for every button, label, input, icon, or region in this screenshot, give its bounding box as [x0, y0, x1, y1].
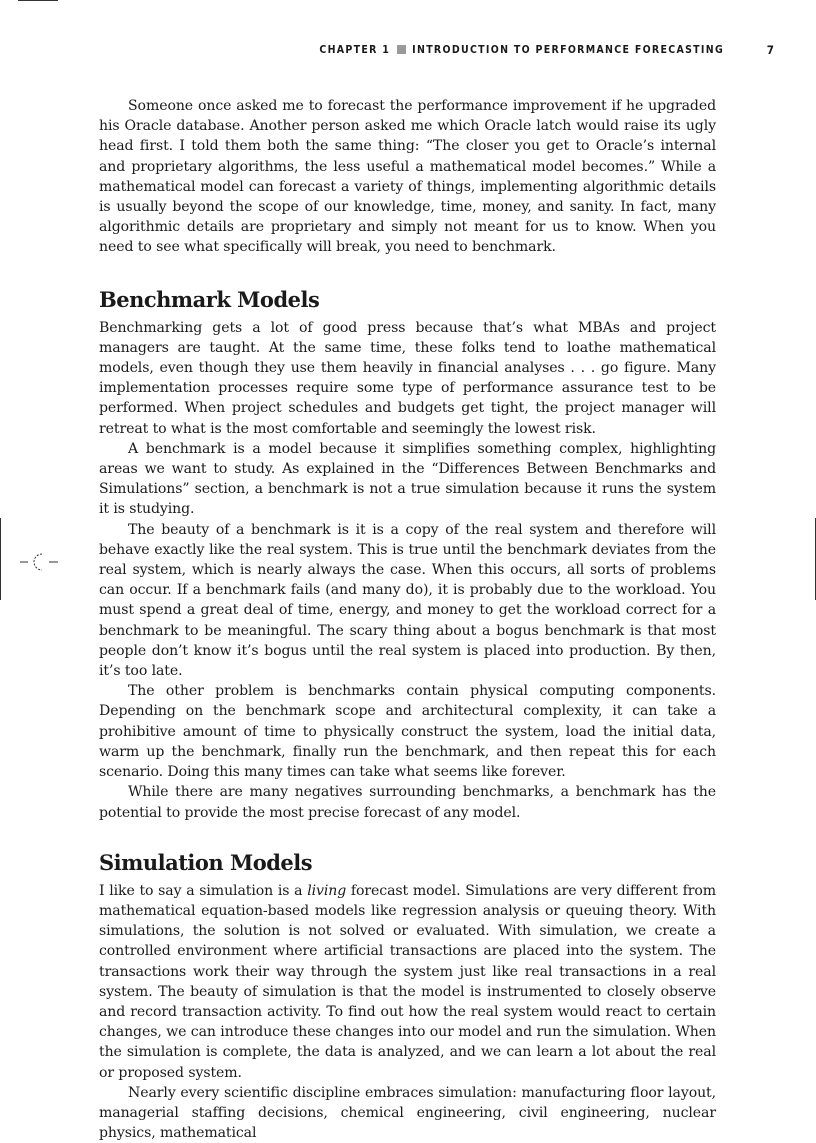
benchmark-paragraph-2: A benchmark is a model because it simplifies something complex, highlighting areas we want to study. As explained in the “Differences Between Benchmarks and Simulations” section, a benchmark is not a true simulation because it runs the system it is studying.: [99, 440, 716, 518]
crop-mark-left: [0, 518, 1, 600]
benchmark-paragraph-5: While there are many negatives surrounding benchmarks, a benchmark has the potential to provide the most precise forecast of any model.: [99, 784, 716, 821]
benchmark-paragraph-1: Benchmarking gets a lot of good press because that’s what MBAs and project managers are taught. At the same time, these folks tend to loathe mathematical models, even though they use them heavily in financial analyses . . . go figure. Many implementation processes require some type of performance assurance test to be performed. When project schedules and budgets get tight, the project manager will retreat to what is the most comfortable and seemingly the lowest risk.: [99, 319, 716, 437]
chapter-label: CHAPTER 1: [319, 44, 391, 56]
square-separator-icon: [397, 45, 406, 54]
intro-paragraph: Someone once asked me to forecast the performance improvement if he upgraded his Oracle database. Another person asked me which Oracle latch would raise its ugly head first. I told them both the same thing: “The closer you get to Oracle’s internal and proprietary algorithms, the less useful a mathematical model becomes.” While a mathematical model can forecast a variety of things, implementing algorithmic details is usually beyond the scope of our knowledge, time, money, and sanity. In fact, many algorithmic details are proprietary and simply not meant for us to know. When you need to see what specifically will break, you need to benchmark.: [99, 98, 716, 256]
crop-mark-top: [18, 0, 58, 1]
benchmark-paragraph-4: The other problem is benchmarks contain physical computing components. Depending on the benchmark scope and architectural complexity, it can take a prohibitive amount of time to physically construct the system, load the initial data, warm up the benchmark, finally run the benchmark, and then repeat this for each scenario. Doing this many times can take what seems like forever.: [99, 683, 716, 781]
simulation-paragraph-1: [99, 881, 716, 1083]
page-body: [99, 96, 716, 1143]
simulation-models-heading: Simulation Models: [99, 849, 313, 875]
registration-mark-icon: [20, 549, 60, 575]
living-emphasis: living: [307, 882, 347, 899]
benchmark-models-heading: Benchmark Models: [99, 286, 320, 312]
page-number: 7: [766, 43, 774, 57]
simulation-p1-rest: forecast model. Simulations are very different from mathematical equation-based models like regression analysis or queuing theory. With simulations, the solution is not solved or evaluated. With simulation, we create a controlled environment where artificial transactions are placed into the system. The transactions work their way through the system just like real transactions in a real system. The beauty of simulation is that the model is instrumented to closely observe and record transaction activity. To find out how the real system would react to certain changes, we can introduce these changes into our model and run the simulation. When the simulation is complete, the data is analyzed, and we can learn a lot about the real or proposed system.: [99, 882, 716, 1081]
chapter-title: INTRODUCTION TO PERFORMANCE FORECASTING: [412, 44, 724, 56]
benchmark-paragraph-3: The beauty of a benchmark is it is a copy of the real system and therefore will behave exactly like the real system. This is true until the benchmark deviates from the real system, which is nearly always the case. When this occurs, all sorts of problems can occur. If a benchmark fails (and many do), it is probably due to the workload. You must spend a great deal of time, energy, and money to get the workload correct for a benchmark to be meaningful. The scary thing about a bogus benchmark is that most people don’t know it’s bogus until the real system is placed into production. By then, it’s too late.: [99, 521, 716, 680]
simulation-paragraph-2: Nearly every scientific discipline embraces simulation: manufacturing floor layout, managerial staffing decisions, chemical engineering, civil engineering, nuclear physics, mathematical: [99, 1084, 716, 1142]
simulation-p1-start: I like to say a simulation is a: [99, 882, 308, 899]
chapter-line: [319, 44, 724, 56]
running-header: [98, 42, 774, 60]
